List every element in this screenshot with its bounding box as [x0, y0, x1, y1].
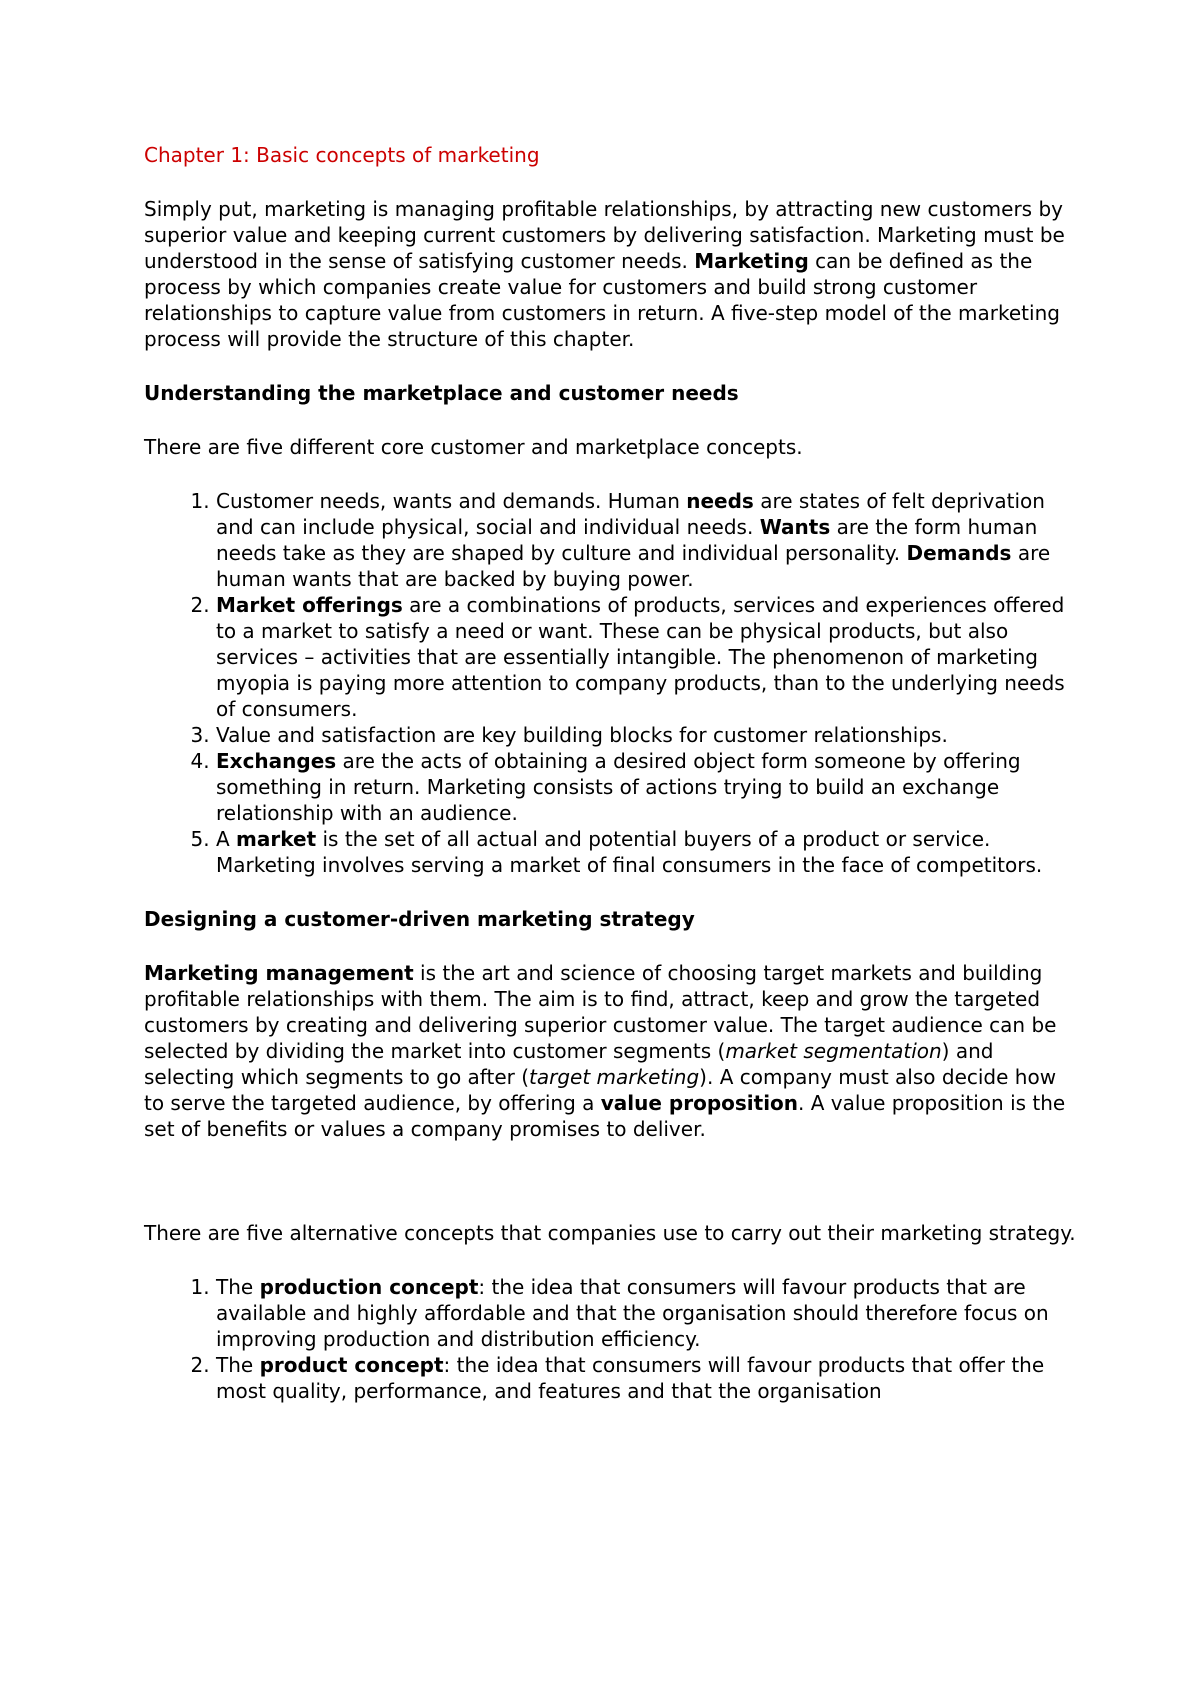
- item-text: are the form human needs take as they are shaped by culture and individual personality.: [216, 515, 1038, 565]
- term-target-marketing: target marketing: [529, 1065, 700, 1089]
- document-body: [144, 142, 1079, 1432]
- item-text: Value and satisfaction are key building blocks for customer relationships.: [216, 723, 948, 747]
- strategy-paragraph: [144, 960, 1079, 1142]
- section2-lead: There are five alternative concepts that companies use to carry out their marketing strategy.: [144, 1221, 1076, 1245]
- list-item: [216, 488, 1079, 592]
- item-term: market: [236, 827, 317, 851]
- item-term: production concept: [259, 1275, 479, 1299]
- term-market-segmentation: market segmentation: [725, 1039, 942, 1063]
- intro-text-1: Simply put, marketing is managing profitable relationships, by attracting new customers by superior value and keeping current customers by delivering satisfaction. Marketing must be understood in the sense of satisfying customer needs.: [144, 197, 1065, 273]
- item-term: Demands: [906, 541, 1012, 565]
- item-text: are the acts of obtaining a desired object form someone by offering something in return. Marketing consists of actions trying to build an exchange relationship with an audience.: [216, 749, 1021, 825]
- marketing-concepts-list: [144, 1274, 1079, 1404]
- section-heading-marketplace: Understanding the marketplace and customer needs: [144, 381, 739, 405]
- item-text: : the idea that consumers will favour products that offer the most quality, performance, and features and that the organisation: [216, 1353, 1045, 1403]
- item-text: are a combinations of products, services and experiences offered to a market to satisfy a need or want. These can be physical products, but also services – activities that are essentially intangible. The phenomenon of marketing myopia is paying more attention to company products, than to the underlying needs of consumers.: [216, 593, 1065, 721]
- core-concepts-list: [144, 488, 1079, 878]
- intro-paragraph: [144, 196, 1079, 352]
- item-text: is the set of all actual and potential buyers of a product or service. Marketing involves serving a market of final consumers in the face of competitors.: [216, 827, 1043, 877]
- list-item: [216, 722, 1079, 748]
- item-text: Customer needs, wants and demands. Human: [216, 489, 687, 513]
- item-text: are human wants that are backed by buying power.: [216, 541, 1051, 591]
- chapter-title: Chapter 1: Basic concepts of marketing: [144, 143, 540, 167]
- list-item: [216, 592, 1079, 722]
- item-term: Market offerings: [216, 593, 403, 617]
- item-text: : the idea that consumers will favour products that are available and highly affordable and that the organisation should therefore focus on improving production and distribution efficiency.: [216, 1275, 1049, 1351]
- term-marketing-management: Marketing management: [144, 961, 414, 985]
- para-text: ). A company must also decide how to serve the targeted audience, by offering a: [144, 1065, 1057, 1115]
- item-term: Exchanges: [216, 749, 337, 773]
- item-term: Wants: [759, 515, 831, 539]
- blank-space: [144, 1142, 1079, 1220]
- item-term: product concept: [259, 1353, 444, 1377]
- section1-lead: There are five different core customer and marketplace concepts.: [144, 435, 803, 459]
- intro-text-2: can be defined as the process by which companies create value for customers and build strong customer relationships to capture value from customers in return. A five-step model of the marketing process will provide the structure of this chapter.: [144, 249, 1060, 351]
- item-text: The: [216, 1353, 260, 1377]
- intro-term-marketing: Marketing: [694, 249, 809, 273]
- item-text: A: [216, 827, 237, 851]
- item-text: are states of felt deprivation and can include physical, social and individual needs.: [216, 489, 1045, 539]
- item-text: The: [216, 1275, 260, 1299]
- term-value-proposition: value proposition: [600, 1091, 799, 1115]
- item-term: needs: [686, 489, 754, 513]
- section-heading-strategy: Designing a customer-driven marketing strategy: [144, 907, 695, 931]
- list-item: [216, 1274, 1079, 1352]
- para-text: is the art and science of choosing target markets and building profitable relationships with them. The aim is to find, attract, keep and grow the targeted customers by creating and delivering superior customer value. The target audience can be selected by dividing the market into customer segments (: [144, 961, 1057, 1063]
- list-item: [216, 748, 1079, 826]
- list-item: [216, 1352, 1079, 1404]
- para-text: . A value proposition is the set of benefits or values a company promises to deliver.: [144, 1091, 1066, 1141]
- list-item: [216, 826, 1079, 878]
- para-text: ) and selecting which segments to go after (: [144, 1039, 994, 1089]
